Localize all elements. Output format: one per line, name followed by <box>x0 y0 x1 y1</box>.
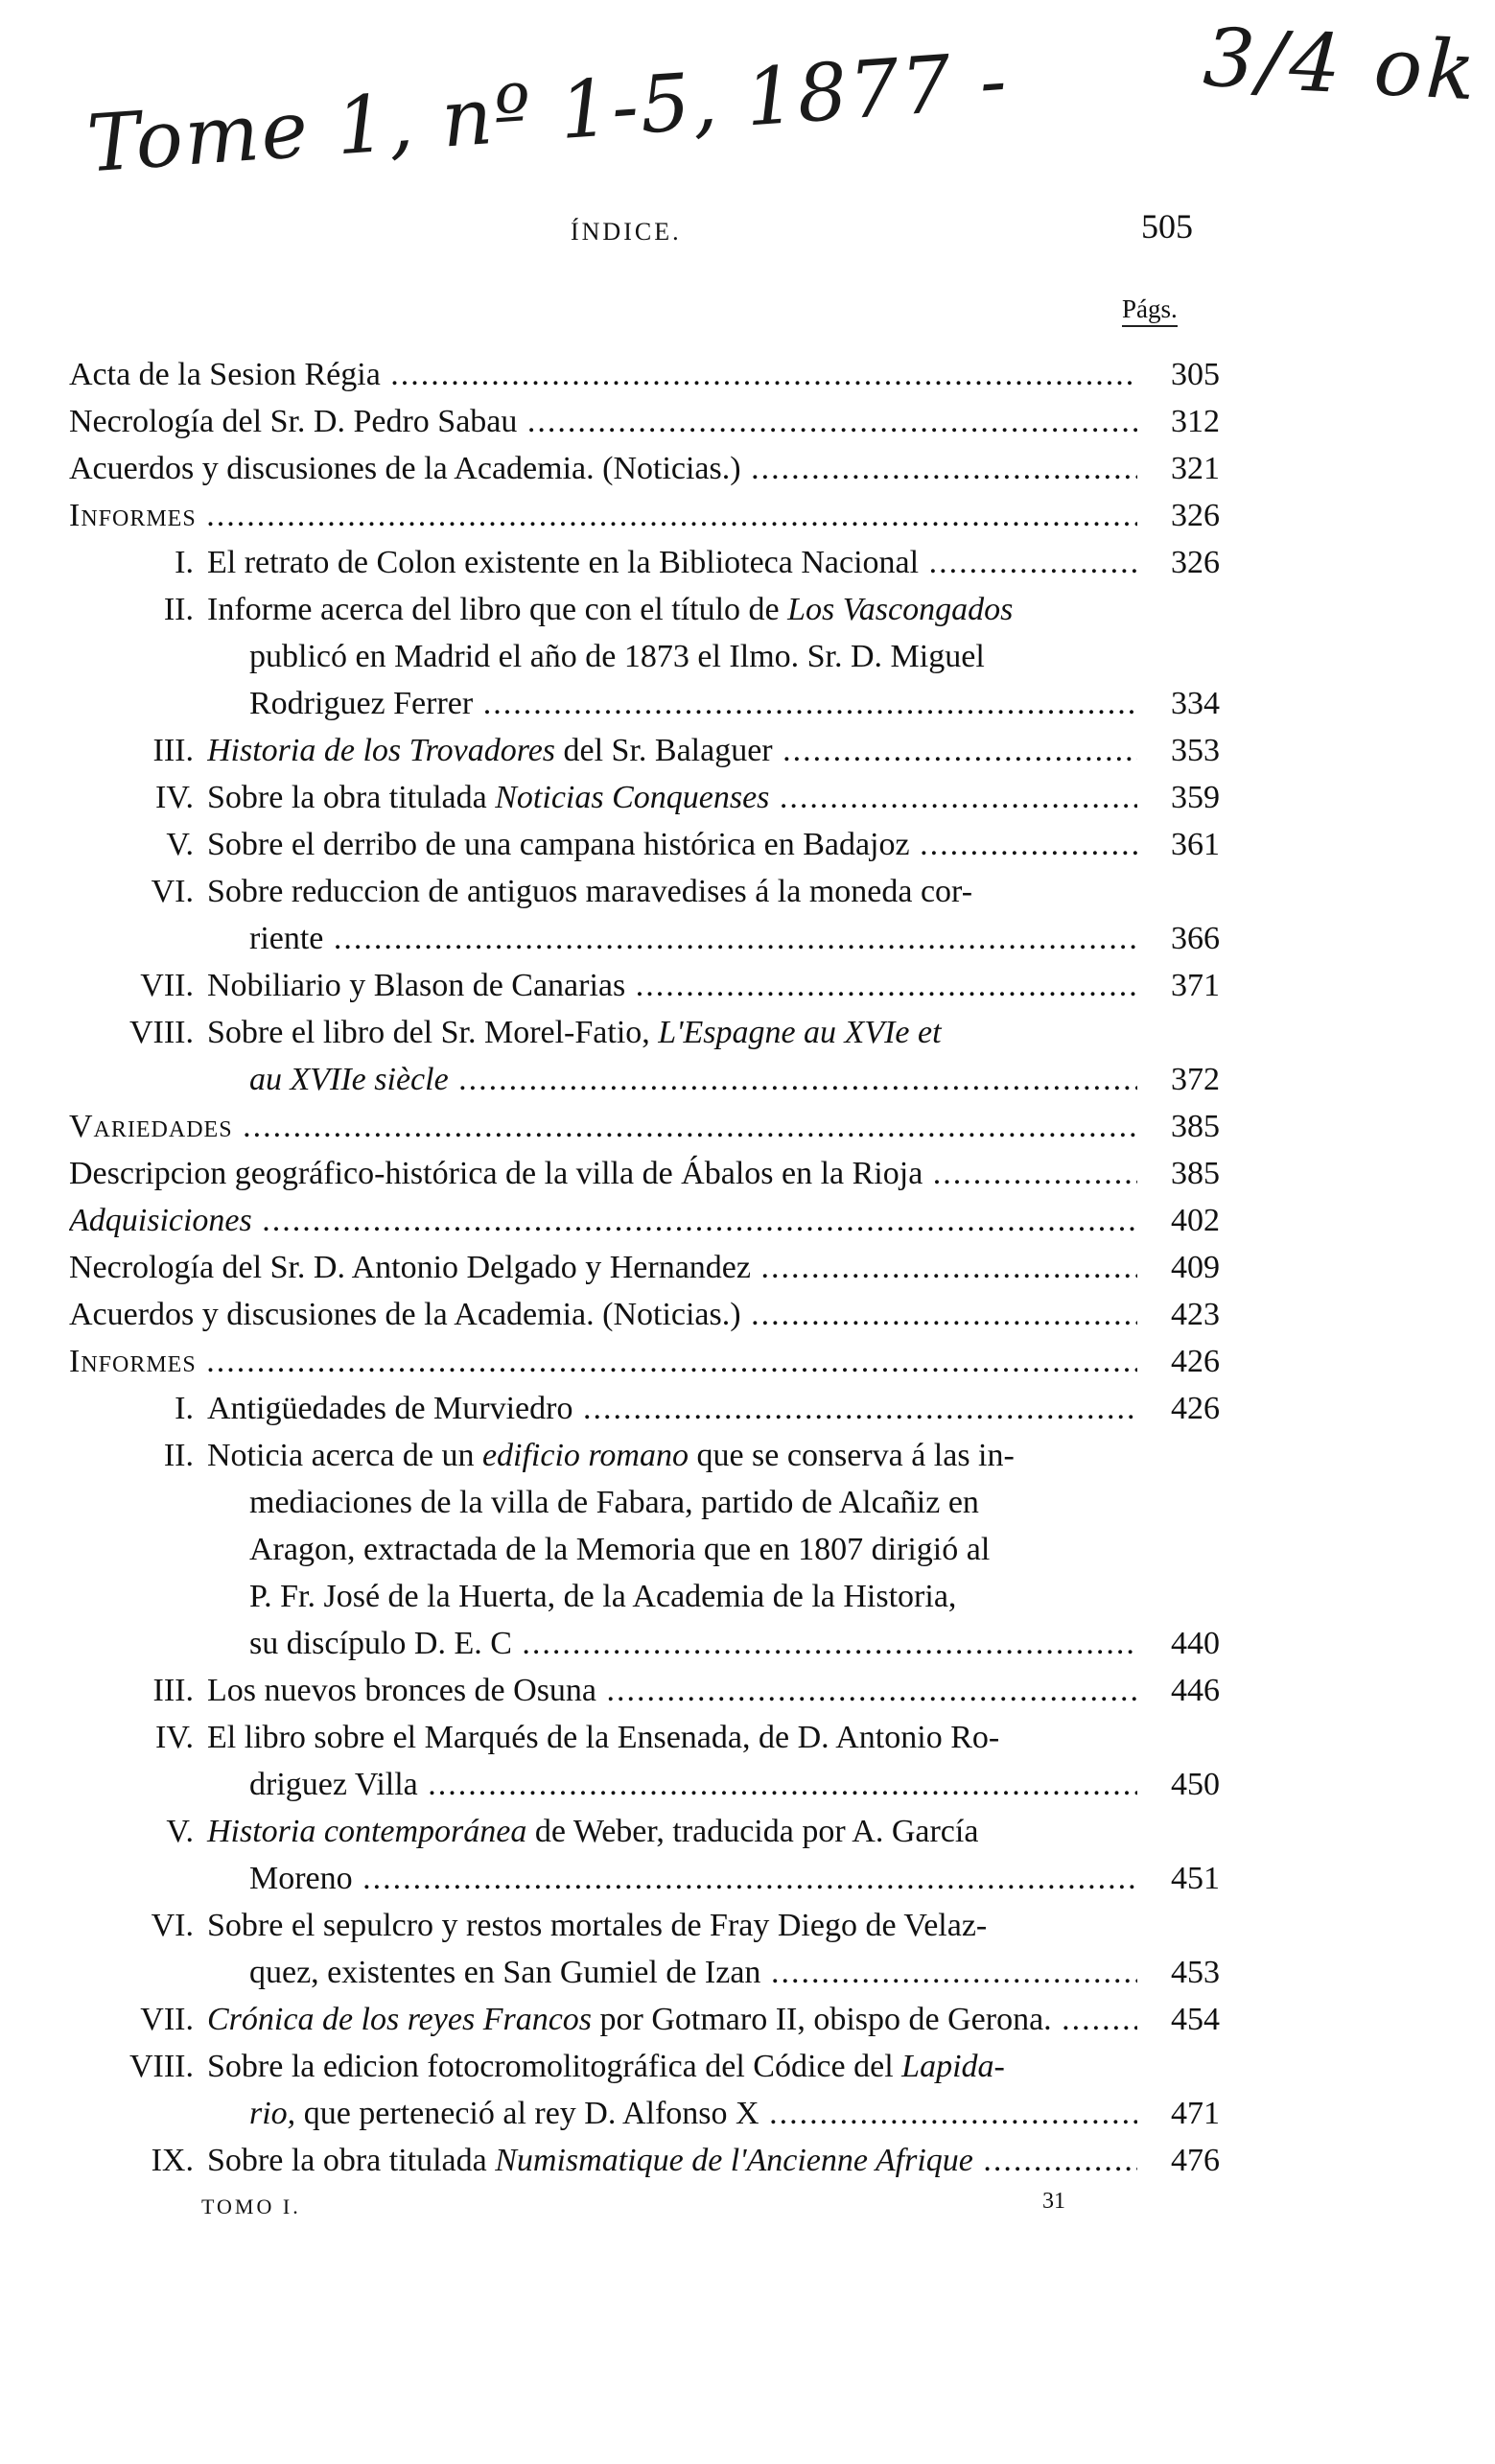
toc-entry-page: 409 <box>1171 1250 1220 1285</box>
toc-entry-page: 453 <box>1171 1955 1220 1990</box>
page-footer <box>0 2189 1495 2233</box>
pages-column-label: Págs. <box>1122 294 1178 327</box>
toc-entry <box>69 1244 1220 1291</box>
toc-entry <box>69 821 1220 868</box>
toc-entry-title: Los nuevos bronces de Osuna ..... <box>207 1667 1137 1714</box>
toc-entry-page: 446 <box>1171 1673 1220 1708</box>
handwritten-annotation-right: 3/4 ok <box>1201 10 1482 119</box>
toc-entry-page: 451 <box>1171 1861 1220 1896</box>
toc-entry-title: Necrología del Sr. D. Pedro Sabau ..... <box>69 398 1137 445</box>
toc-entry-page: 359 <box>1171 780 1220 815</box>
toc-entry-title: Variedades ..... <box>69 1103 1137 1150</box>
toc-entry-title: El libro sobre el Marqués de la Ensenada, de D. Antonio Ro- <box>207 1720 1000 1755</box>
page-number: 505 <box>1141 207 1193 246</box>
toc-entry-page: 385 <box>1171 1156 1220 1191</box>
toc-entry-title: Historia de los Trovadores del Sr. Balaguer ..... <box>207 727 1137 774</box>
toc-section-heading <box>69 1103 1220 1150</box>
toc-entry <box>69 2137 1220 2184</box>
toc-entry-title: Informes ..... <box>69 492 1137 539</box>
toc-entry-title: Sobre el derribo de una campana histórica en Badajoz ..... <box>207 821 1137 868</box>
toc-entry-number: III. <box>152 733 194 768</box>
toc-entry-page: 305 <box>1171 357 1220 392</box>
handwritten-annotation-left: Tome 1, nº 1-5, 1877 - <box>83 35 1012 191</box>
toc-entry-line: au XVIIe siècle ..... <box>69 1056 1137 1103</box>
toc-entry-title-italic: L'Espagne au XVIe et <box>658 1015 942 1050</box>
toc-entry <box>69 1902 1220 1996</box>
toc-entry-line: Aragon, extractada de la Memoria que en 1807 dirigió al <box>249 1532 991 1567</box>
toc-entry-title: El retrato de Colon existente en la Biblioteca Nacional ..... <box>207 539 1137 586</box>
toc-entry-title: que se conserva á las in- <box>688 1438 1015 1473</box>
toc-entry-number: II. <box>163 1438 194 1473</box>
toc-entry <box>69 539 1220 586</box>
toc-entry <box>69 774 1220 821</box>
toc-entry-line: rio, que perteneció al rey D. Alfonso X ..... <box>69 2090 1137 2137</box>
toc-entry-title-italic: Lapida- <box>901 2049 1005 2084</box>
toc-entry-number: IV. <box>155 780 194 815</box>
toc-entry-title: Sobre la edicion fotocromolitográfica del Códice del <box>207 2049 902 2084</box>
toc-entry <box>69 2043 1220 2137</box>
toc-entry-number: VI. <box>151 1908 194 1943</box>
toc-entry-title: Sobre reduccion de antiguos maravedises á la moneda cor- <box>207 874 973 909</box>
toc-entry <box>69 1385 1220 1432</box>
toc-entry <box>69 1996 1220 2043</box>
toc-entry-number: I. <box>175 1391 194 1426</box>
toc-entry <box>69 1150 1220 1197</box>
toc-entry-title: Acuerdos y discusiones de la Academia. (Noticias.) ..... <box>69 1291 1137 1338</box>
toc-entry-title: de Weber, traducida por A. García <box>526 1814 979 1849</box>
toc-entry-number: VII. <box>140 968 194 1003</box>
table-of-contents <box>69 351 1220 2184</box>
toc-entry-page: 334 <box>1171 686 1220 721</box>
toc-entry-page: 361 <box>1171 827 1220 862</box>
toc-entry-page: 326 <box>1171 498 1220 533</box>
toc-entry-title: Antigüedades de Murviedro ..... <box>207 1385 1137 1432</box>
toc-entry-page: 426 <box>1171 1391 1220 1426</box>
toc-entry-title: Sobre el sepulcro y restos mortales de Fray Diego de Velaz- <box>207 1908 988 1943</box>
toc-entry-title: Sobre la obra titulada Numismatique de l'Ancienne Afrique ..... <box>207 2137 1137 2184</box>
toc-entry-title: Acta de la Sesion Régia ..... <box>69 351 1137 398</box>
signature-mark: 31 <box>1042 2189 1065 2214</box>
toc-entry-title: Sobre la obra titulada Noticias Conquenses ..... <box>207 774 1137 821</box>
toc-entry-page: 353 <box>1171 733 1220 768</box>
toc-entry-title-italic: Historia contemporánea <box>207 1814 527 1849</box>
toc-entry-title: Adquisiciones ..... <box>69 1197 1137 1244</box>
toc-entry-page: 471 <box>1171 2096 1220 2131</box>
toc-entry-page: 402 <box>1171 1203 1220 1238</box>
toc-entry <box>69 1009 1220 1103</box>
toc-entry-title: Informe acerca del libro que con el título de <box>207 592 788 627</box>
toc-entry <box>69 351 1220 398</box>
toc-entry <box>69 1291 1220 1338</box>
toc-entry-number: VII. <box>140 2002 194 2037</box>
toc-entry-title: Acuerdos y discusiones de la Academia. (Noticias.) ..... <box>69 445 1137 492</box>
toc-entry-number: V. <box>166 1814 194 1849</box>
toc-entry-page: 476 <box>1171 2143 1220 2178</box>
toc-entry <box>69 1432 1220 1667</box>
toc-entry-page: 326 <box>1171 545 1220 580</box>
toc-entry-number: VIII. <box>128 2049 194 2084</box>
toc-entry-number: VIII. <box>128 1015 194 1050</box>
toc-entry-number: IV. <box>155 1720 194 1755</box>
toc-entry-title: Necrología del Sr. D. Antonio Delgado y Hernandez ..... <box>69 1244 1137 1291</box>
toc-entry <box>69 445 1220 492</box>
toc-entry <box>69 398 1220 445</box>
toc-entry-title: Descripcion geográfico-histórica de la villa de Ábalos en la Rioja ..... <box>69 1150 1137 1197</box>
toc-entry <box>69 727 1220 774</box>
toc-entry <box>69 1197 1220 1244</box>
toc-entry-line: su discípulo D. E. C ..... <box>69 1620 1137 1667</box>
toc-entry-number: I. <box>175 545 194 580</box>
toc-entry <box>69 962 1220 1009</box>
toc-entry <box>69 1714 1220 1808</box>
toc-entry <box>69 1808 1220 1902</box>
toc-entry-page: 321 <box>1171 451 1220 486</box>
toc-entry-line: mediaciones de la villa de Fabara, partido de Alcañiz en <box>249 1485 979 1520</box>
toc-entry-title-italic: Los Vascongados <box>787 592 1014 627</box>
toc-entry-number: VI. <box>151 874 194 909</box>
page-title: ÍNDICE. <box>571 218 682 246</box>
toc-entry-page: 366 <box>1171 921 1220 956</box>
toc-entry <box>69 868 1220 962</box>
toc-entry-title-italic: edificio romano <box>481 1438 689 1473</box>
toc-entry-page: 371 <box>1171 968 1220 1003</box>
toc-entry-line: quez, existentes en San Gumiel de Izan ..... <box>69 1949 1137 1996</box>
toc-entry-title: Crónica de los reyes Francos por Gotmaro II, obispo de Gerona. ..... <box>207 1996 1137 2043</box>
toc-entry-number: II. <box>163 592 194 627</box>
toc-entry-title: Noticia acerca de un <box>207 1438 482 1473</box>
toc-entry-page: 372 <box>1171 1062 1220 1097</box>
toc-entry-number: IX. <box>151 2143 194 2178</box>
toc-entry-page: 454 <box>1171 2002 1220 2037</box>
toc-entry-line: riente ..... <box>69 915 1137 962</box>
toc-entry-line: Rodriguez Ferrer ..... <box>69 680 1137 727</box>
toc-entry-line: publicó en Madrid el año de 1873 el Ilmo. Sr. D. Miguel <box>249 639 985 674</box>
toc-entry-title: Sobre el libro del Sr. Morel-Fatio, <box>207 1015 659 1050</box>
toc-section-heading <box>69 492 1220 539</box>
toc-entry-title: Nobiliario y Blason de Canarias ..... <box>207 962 1137 1009</box>
page-header <box>0 206 1495 254</box>
toc-section-heading <box>69 1338 1220 1385</box>
toc-entry-title: Informes ..... <box>69 1338 1137 1385</box>
toc-entry-line: Moreno ..... <box>69 1855 1137 1902</box>
toc-entry-line: driguez Villa ..... <box>69 1761 1137 1808</box>
toc-entry-page: 312 <box>1171 404 1220 439</box>
toc-entry-line: P. Fr. José de la Huerta, de la Academia de la Historia, <box>249 1579 957 1614</box>
toc-entry-page: 423 <box>1171 1297 1220 1332</box>
toc-entry <box>69 1667 1220 1714</box>
toc-entry-number: V. <box>166 827 194 862</box>
toc-entry-page: 385 <box>1171 1109 1220 1144</box>
toc-entry-page: 440 <box>1171 1626 1220 1661</box>
toc-entry <box>69 586 1220 727</box>
volume-label: TOMO I. <box>201 2194 301 2218</box>
toc-entry-number: III. <box>152 1673 194 1708</box>
toc-entry-page: 426 <box>1171 1344 1220 1379</box>
toc-entry-page: 450 <box>1171 1767 1220 1802</box>
